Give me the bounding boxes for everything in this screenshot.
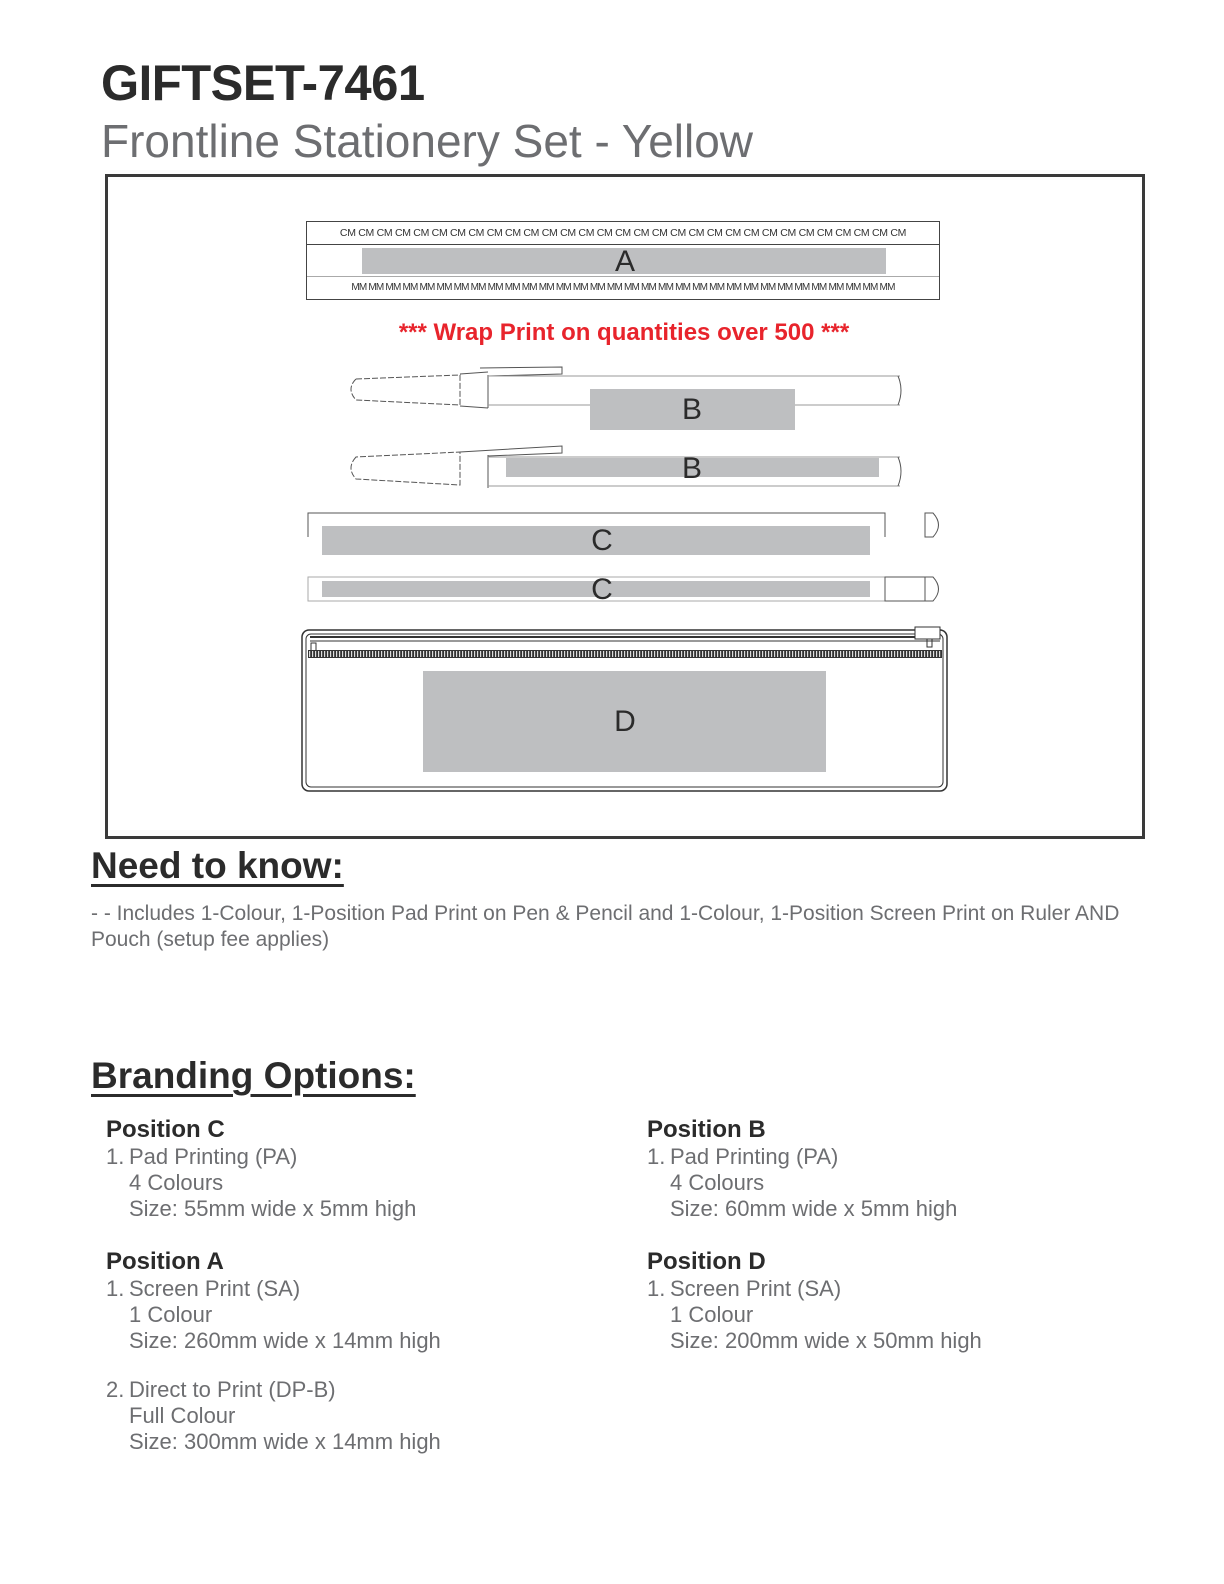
- zipper-tooth: [768, 651, 769, 657]
- zipper-tooth: [390, 651, 391, 657]
- option-number: 1.: [647, 1144, 666, 1169]
- zipper-tooth: [345, 651, 346, 657]
- zipper-tooth: [864, 651, 865, 657]
- branding-option: [106, 1276, 566, 1354]
- zipper-tooth: [543, 651, 544, 657]
- option-size: Size: 55mm wide x 5mm high: [129, 1196, 417, 1221]
- zipper-tooth: [447, 651, 448, 657]
- zipper-tooth: [486, 651, 487, 657]
- option-method: Pad Printing (PA): [129, 1144, 298, 1169]
- zipper-tooth: [708, 651, 709, 657]
- zipper-tooth: [834, 651, 835, 657]
- zipper-tooth: [927, 651, 928, 657]
- zipper-tooth: [369, 651, 370, 657]
- zipper-tooth: [720, 651, 721, 657]
- position-label-c-1: C: [591, 524, 613, 557]
- zipper-tooth: [531, 651, 532, 657]
- zipper-tooth: [741, 651, 742, 657]
- zipper-tooth: [765, 651, 766, 657]
- zipper-tooth: [321, 651, 322, 657]
- option-method: Screen Print (SA): [129, 1276, 301, 1301]
- branding-option: [106, 1144, 566, 1222]
- zipper-tooth: [552, 651, 553, 657]
- zipper-tooth: [618, 651, 619, 657]
- option-method: Screen Print (SA): [670, 1276, 842, 1301]
- zipper-tooth: [561, 651, 562, 657]
- zipper-tooth: [435, 651, 436, 657]
- zipper-tooth: [681, 651, 682, 657]
- zipper-tooth: [363, 651, 364, 657]
- zipper-tooth: [843, 651, 844, 657]
- zipper-tooth: [642, 651, 643, 657]
- zipper-tooth: [396, 651, 397, 657]
- option-colours: 1 Colour: [129, 1302, 213, 1327]
- zipper-tooth: [312, 651, 313, 657]
- zipper-tooth: [534, 651, 535, 657]
- position-label-b-2: B: [681, 452, 703, 485]
- zipper-tooth: [660, 651, 661, 657]
- zipper-tooth: [930, 651, 931, 657]
- zipper-tooth: [858, 651, 859, 657]
- branding-option: [647, 1144, 1107, 1222]
- zipper-tooth: [780, 651, 781, 657]
- zipper-tooth: [315, 651, 316, 657]
- position-heading: Position D: [647, 1248, 766, 1275]
- zipper-tooth: [663, 651, 664, 657]
- zipper-tooth: [414, 651, 415, 657]
- zipper-tooth: [336, 651, 337, 657]
- zipper-tooth: [837, 651, 838, 657]
- zipper-tooth: [870, 651, 871, 657]
- zipper-tooth: [612, 651, 613, 657]
- zipper-tooth: [777, 651, 778, 657]
- zipper-tooth: [378, 651, 379, 657]
- zipper-tooth: [348, 651, 349, 657]
- zipper-tooth: [468, 651, 469, 657]
- branding-options-heading: Branding Options:: [91, 1055, 416, 1096]
- zipper-tooth: [924, 651, 925, 657]
- zipper-tooth: [465, 651, 466, 657]
- zipper-tooth: [318, 651, 319, 657]
- zipper-tooth: [726, 651, 727, 657]
- position-c-block: [106, 1115, 566, 1222]
- zipper-tooth: [507, 651, 508, 657]
- zipper-tooth: [912, 651, 913, 657]
- zipper-tooth: [759, 651, 760, 657]
- zipper-tooth: [771, 651, 772, 657]
- position-label-b-1: B: [681, 393, 703, 426]
- option-colours: 4 Colours: [670, 1170, 765, 1195]
- zipper-tooth: [714, 651, 715, 657]
- option-size: Size: 260mm wide x 14mm high: [129, 1328, 441, 1353]
- zipper-tooth: [501, 651, 502, 657]
- zipper-tooth: [810, 651, 811, 657]
- zipper-tooth: [366, 651, 367, 657]
- zipper-tooth: [756, 651, 757, 657]
- zipper-tooth: [774, 651, 775, 657]
- zipper-tooth: [492, 651, 493, 657]
- zipper-tooth: [522, 651, 523, 657]
- option-method: Direct to Print (DP-B): [129, 1377, 336, 1402]
- zipper-tooth: [909, 651, 910, 657]
- zipper-tooth: [792, 651, 793, 657]
- zipper-tooth: [360, 651, 361, 657]
- zipper-tooth: [732, 651, 733, 657]
- position-label-a: A: [614, 245, 636, 278]
- zipper-tooth: [567, 651, 568, 657]
- option-colours: 1 Colour: [670, 1302, 754, 1327]
- zipper-tooth: [330, 651, 331, 657]
- zipper-tooth: [786, 651, 787, 657]
- zipper-tooth: [627, 651, 628, 657]
- zipper-tooth: [735, 651, 736, 657]
- zipper-tooth: [483, 651, 484, 657]
- zipper-tooth: [933, 651, 934, 657]
- option-size: Size: 200mm wide x 50mm high: [670, 1328, 982, 1353]
- option-number: 2.: [106, 1377, 125, 1402]
- zipper-tooth: [633, 651, 634, 657]
- zipper-tooth: [807, 651, 808, 657]
- zipper-tooth: [480, 651, 481, 657]
- zipper-tooth: [450, 651, 451, 657]
- zipper-tooth: [432, 651, 433, 657]
- zipper-tooth: [798, 651, 799, 657]
- zipper-tooth: [744, 651, 745, 657]
- zipper-tooth: [801, 651, 802, 657]
- zipper-tooth: [816, 651, 817, 657]
- zipper-tooth: [693, 651, 694, 657]
- zipper-tooth: [894, 651, 895, 657]
- zipper-tooth: [351, 651, 352, 657]
- zipper-tooth: [420, 651, 421, 657]
- option-size: Size: 60mm wide x 5mm high: [670, 1196, 958, 1221]
- ruler-cm-scale: CM CM CM CM CM CM CM CM CM CM CM CM CM CM CM CM CM CM CM CM CM CM CM CM CM CM CM CM CM CM CM: [307, 222, 939, 245]
- zipper-tooth: [333, 651, 334, 657]
- zipper-tooth: [594, 651, 595, 657]
- position-d-block: [647, 1247, 1107, 1354]
- zipper-tooth: [441, 651, 442, 657]
- zipper-tooth: [873, 651, 874, 657]
- zipper-tooth: [855, 651, 856, 657]
- zipper-tooth: [876, 651, 877, 657]
- zipper-tooth: [669, 651, 670, 657]
- position-b-block: [647, 1115, 1107, 1222]
- zipper-tooth: [324, 651, 325, 657]
- zipper-tooth: [339, 651, 340, 657]
- zipper-tooth: [651, 651, 652, 657]
- zipper-tooth: [327, 651, 328, 657]
- zipper-tooth: [672, 651, 673, 657]
- zipper-tooth: [546, 651, 547, 657]
- zipper-tooth: [867, 651, 868, 657]
- zipper-tooth: [879, 651, 880, 657]
- zipper-tooth: [888, 651, 889, 657]
- zipper-tooth: [918, 651, 919, 657]
- product-name: Frontline Stationery Set - Yellow: [101, 115, 754, 167]
- zipper-tooth: [516, 651, 517, 657]
- zipper-tooth: [666, 651, 667, 657]
- zipper-tooth: [723, 651, 724, 657]
- zipper-tooth: [615, 651, 616, 657]
- zipper-tooth: [372, 651, 373, 657]
- zipper-tooth: [678, 651, 679, 657]
- zipper-tooth: [600, 651, 601, 657]
- zipper-tooth: [426, 651, 427, 657]
- zipper-tooth: [639, 651, 640, 657]
- zipper-tooth: [459, 651, 460, 657]
- zipper-tooth: [417, 651, 418, 657]
- zipper-tooth: [387, 651, 388, 657]
- zipper-tooth: [696, 651, 697, 657]
- zipper-tooth: [525, 651, 526, 657]
- need-to-know-heading: Need to know:: [91, 845, 344, 886]
- zipper-tooth: [897, 651, 898, 657]
- zipper-tooth: [648, 651, 649, 657]
- zipper-tooth: [702, 651, 703, 657]
- zipper-tooth: [438, 651, 439, 657]
- zipper-tooth: [738, 651, 739, 657]
- zipper-tooth: [675, 651, 676, 657]
- zipper-tooth: [762, 651, 763, 657]
- zipper-tooth: [852, 651, 853, 657]
- zipper-tooth: [915, 651, 916, 657]
- zipper-tooth: [900, 651, 901, 657]
- zipper-tooth: [624, 651, 625, 657]
- zipper-tooth: [603, 651, 604, 657]
- option-colours: Full Colour: [129, 1403, 236, 1428]
- zipper-tooth: [309, 651, 310, 657]
- need-to-know-text: - - Includes 1-Colour, 1-Position Pad Print on Pen & Pencil and 1-Colour, 1-Position Screen Print on Ruler AND Pouch (setup fee applies): [91, 902, 1120, 951]
- zipper-tooth: [513, 651, 514, 657]
- zipper-tooth: [399, 651, 400, 657]
- option-size: Size: 300mm wide x 14mm high: [129, 1429, 441, 1454]
- zipper-tooth: [717, 651, 718, 657]
- zipper-tooth: [645, 651, 646, 657]
- zipper-tooth: [477, 651, 478, 657]
- zipper-tooth: [582, 651, 583, 657]
- zipper-tooth: [750, 651, 751, 657]
- zipper-tooth: [495, 651, 496, 657]
- zipper-tooth: [657, 651, 658, 657]
- zipper-tooth: [579, 651, 580, 657]
- zipper-tooth: [831, 651, 832, 657]
- zipper-tooth: [906, 651, 907, 657]
- zipper-tooth: [342, 651, 343, 657]
- position-heading: Position A: [106, 1248, 224, 1275]
- option-method: Pad Printing (PA): [670, 1144, 839, 1169]
- option-number: 1.: [106, 1276, 125, 1301]
- zipper-tooth: [699, 651, 700, 657]
- zipper-tooth: [489, 651, 490, 657]
- zipper-tooth: [840, 651, 841, 657]
- zipper-tooth: [705, 651, 706, 657]
- zipper-tooth: [456, 651, 457, 657]
- zipper-tooth: [408, 651, 409, 657]
- zipper-tooth: [846, 651, 847, 657]
- position-a-block: [106, 1247, 566, 1455]
- zipper-tooth: [891, 651, 892, 657]
- zipper-tooth: [795, 651, 796, 657]
- zipper-tooth: [822, 651, 823, 657]
- zipper-tooth: [687, 651, 688, 657]
- zipper-tooth: [558, 651, 559, 657]
- zipper-tooth: [498, 651, 499, 657]
- zipper-tooth: [504, 651, 505, 657]
- zipper-tooth: [804, 651, 805, 657]
- position-label-d: D: [614, 705, 636, 738]
- zipper-tooth: [861, 651, 862, 657]
- zipper-tooth: [621, 651, 622, 657]
- zipper-tooth: [828, 651, 829, 657]
- zipper-tooth: [462, 651, 463, 657]
- zipper-tooth: [609, 651, 610, 657]
- zipper-tooth: [528, 651, 529, 657]
- zipper-tooth: [630, 651, 631, 657]
- zipper-tooth: [849, 651, 850, 657]
- zipper-tooth: [591, 651, 592, 657]
- zipper-tooth: [783, 651, 784, 657]
- zipper-tooth: [564, 651, 565, 657]
- zipper-tooth: [588, 651, 589, 657]
- zipper-tooth: [819, 651, 820, 657]
- zipper-tooth: [384, 651, 385, 657]
- position-heading: Position B: [647, 1116, 766, 1143]
- zipper-tooth: [711, 651, 712, 657]
- zipper-tooth: [453, 651, 454, 657]
- option-number: 1.: [106, 1144, 125, 1169]
- ruler-mm-scale: MM MM MM MM MM MM MM MM MM MM MM MM MM MM MM MM MM MM MM MM MM MM MM MM MM MM MM MM MM MM MM MM: [307, 276, 939, 299]
- branding-option: [106, 1377, 566, 1455]
- option-number: 1.: [647, 1276, 666, 1301]
- zipper-tooth: [510, 651, 511, 657]
- zipper-tooth: [423, 651, 424, 657]
- position-heading: Position C: [106, 1116, 225, 1143]
- zipper-tooth: [570, 651, 571, 657]
- zipper-tooth: [375, 651, 376, 657]
- zipper-tooth: [729, 651, 730, 657]
- zipper-tooth: [585, 651, 586, 657]
- zipper-tooth: [474, 651, 475, 657]
- zipper-tooth: [684, 651, 685, 657]
- zipper-tooth: [789, 651, 790, 657]
- zipper-tooth: [753, 651, 754, 657]
- zipper-tooth: [405, 651, 406, 657]
- zipper-tooth: [555, 651, 556, 657]
- zipper-tooth: [393, 651, 394, 657]
- zipper-tooth: [576, 651, 577, 657]
- zipper-tooth: [411, 651, 412, 657]
- zipper-tooth: [690, 651, 691, 657]
- zipper-tooth: [354, 651, 355, 657]
- zipper-tooth: [903, 651, 904, 657]
- wrap-print-note: *** Wrap Print on quantities over 500 ***: [398, 319, 850, 346]
- branding-option: [647, 1276, 1107, 1354]
- zipper-tooth: [537, 651, 538, 657]
- zipper-tooth: [519, 651, 520, 657]
- zipper-tooth: [885, 651, 886, 657]
- zipper-tooth: [540, 651, 541, 657]
- zipper-tooth: [636, 651, 637, 657]
- zipper-tooth: [606, 651, 607, 657]
- zipper-tooth: [882, 651, 883, 657]
- zipper-tooth: [654, 651, 655, 657]
- product-sku: GIFTSET-7461: [101, 55, 425, 111]
- zipper-tooth: [597, 651, 598, 657]
- zipper-tooth: [381, 651, 382, 657]
- zipper-tooth: [429, 651, 430, 657]
- zipper-tooth: [444, 651, 445, 657]
- zipper-tooth: [747, 651, 748, 657]
- zipper-tooth: [549, 651, 550, 657]
- zipper-tooth: [573, 651, 574, 657]
- zipper-tooth: [825, 651, 826, 657]
- zipper-tooth: [936, 651, 937, 657]
- zipper-tooth: [939, 651, 940, 657]
- position-label-c-2: C: [591, 573, 613, 606]
- zipper-tooth: [813, 651, 814, 657]
- zipper-tooth: [471, 651, 472, 657]
- option-colours: 4 Colours: [129, 1170, 224, 1195]
- zipper-tooth: [357, 651, 358, 657]
- zipper-tooth: [402, 651, 403, 657]
- zipper-tooth: [921, 651, 922, 657]
